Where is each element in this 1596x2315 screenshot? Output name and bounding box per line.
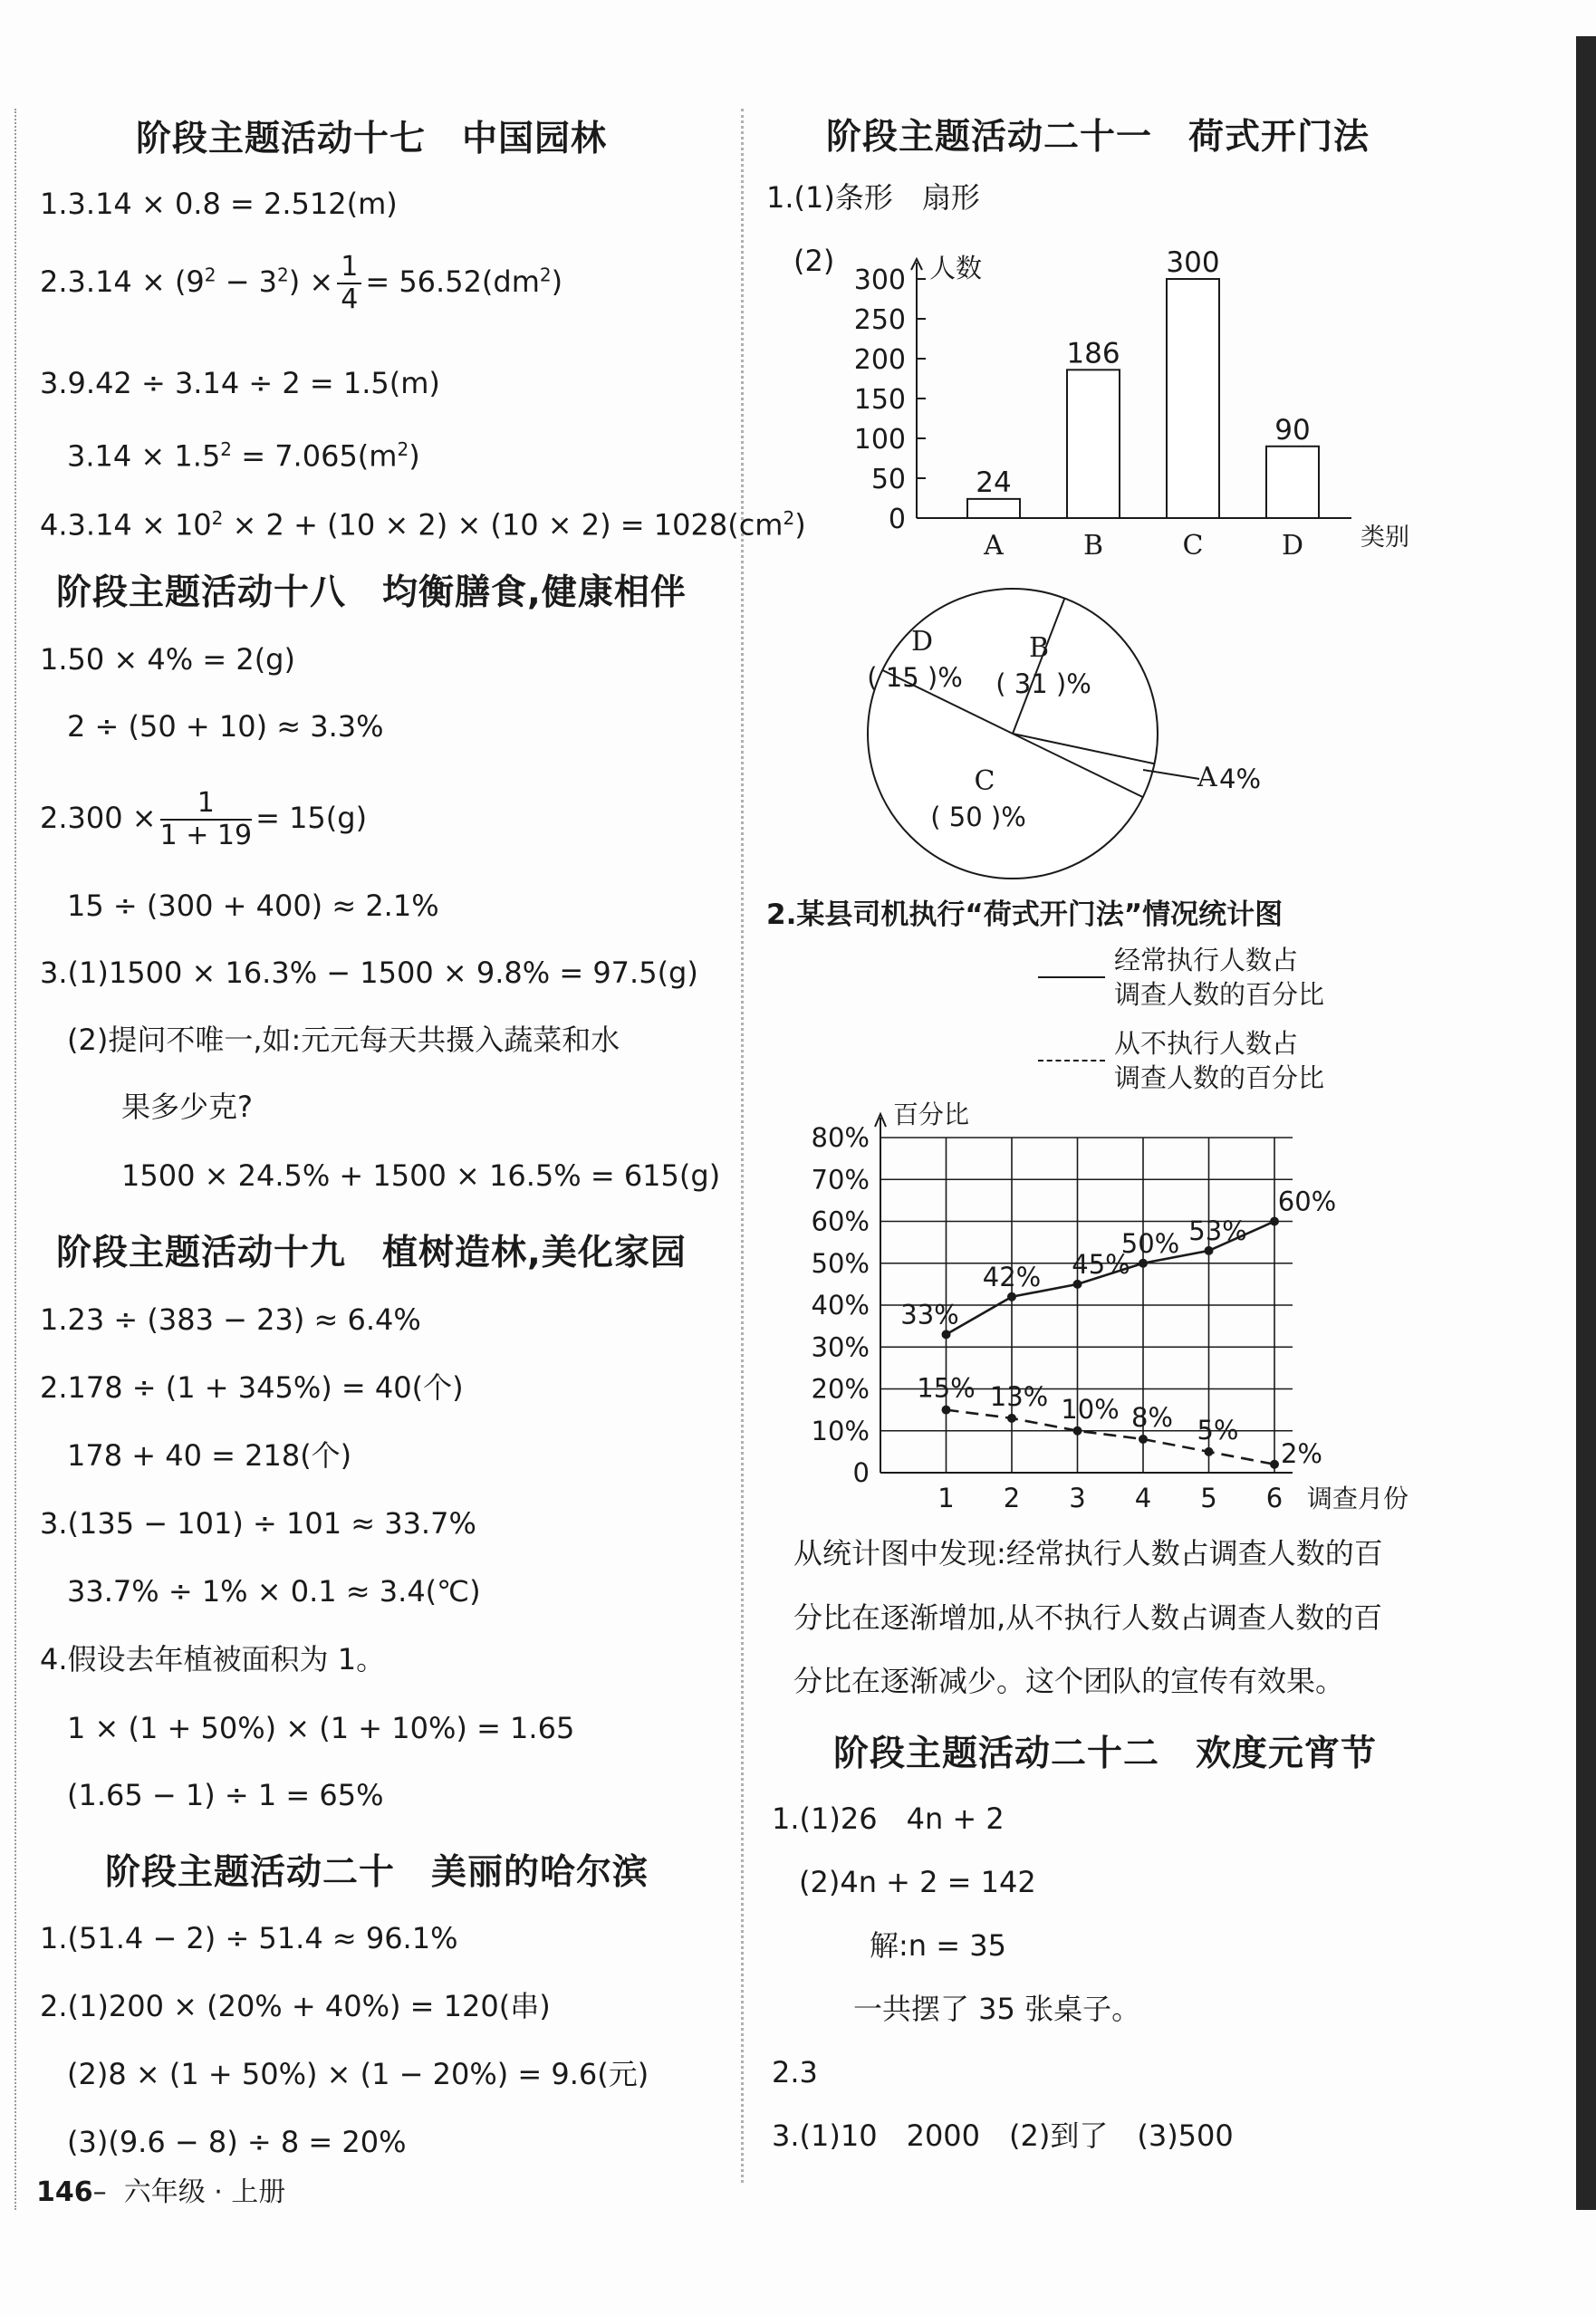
line-point-label: 10%: [1061, 1393, 1120, 1425]
section-21-title: 阶段主题活动二十一 荷式开门法: [826, 117, 1370, 158]
s18-q3c: 果多少克?: [121, 1090, 253, 1124]
bar-y-tick-label: 100: [853, 424, 906, 456]
line-point-label: 5%: [1197, 1414, 1239, 1446]
line-x-tick-label: 4: [1134, 1483, 1152, 1513]
legend-dashed-line2: 调查人数的百分比: [1114, 1062, 1325, 1093]
bar-category-label: A: [984, 530, 1004, 562]
bar-category-label: B: [1082, 530, 1104, 562]
s18-q3b: (2)提问不唯一,如:元元每天共摄入蔬菜和水: [67, 1023, 620, 1057]
s18-q2b: 15 ÷ (300 + 400) ≈ 2.1%: [67, 889, 439, 923]
line-y-tick-label: 80%: [811, 1122, 870, 1153]
line-x-tick-label: 3: [1069, 1483, 1086, 1513]
bar-C: [1167, 279, 1219, 518]
section-20-title: 阶段主题活动二十 美丽的哈尔滨: [105, 1852, 649, 1893]
line-point-label: 53%: [1188, 1215, 1247, 1246]
line-chart: [763, 1087, 1560, 1522]
line-y-tick-label: 0: [852, 1457, 870, 1488]
page-number: 146: [36, 2176, 93, 2208]
pie-value-D: ( 15 )%: [867, 662, 963, 693]
bar-y-axis-label: 人数: [929, 253, 983, 283]
s18-q2-fraction: $\frac{1}{1 + 19}$: [159, 787, 253, 851]
bar-y-tick-label: 300: [853, 264, 906, 296]
line-point-label: 42%: [982, 1261, 1042, 1292]
s17-q3b: $3.14 \times 1.5^2 = 7.065(m^2)$: [67, 438, 420, 474]
legend-solid-swatch: [1038, 976, 1105, 978]
line-point: [1205, 1447, 1214, 1456]
pie-value-C: ( 50 )%: [930, 802, 1026, 832]
section-17-title: 阶段主题活动十七 中国园林: [136, 119, 608, 159]
pie-label-A: A: [1197, 762, 1217, 793]
line-y-axis-label: 百分比: [893, 1100, 970, 1129]
line-point: [1073, 1280, 1082, 1289]
s21-conclusion-2: 分比在逐渐增加,从不执行人数占调查人数的百: [793, 1600, 1383, 1635]
legend-dashed-line1: 从不执行人数占: [1114, 1028, 1299, 1059]
s21-q2-title: 2.某县司机执行“荷式开门法”情况统计图: [766, 898, 1284, 931]
line-point: [1139, 1435, 1148, 1444]
grade-label: 六年级 · 上册: [123, 2176, 286, 2208]
page-edge-bar: [1576, 36, 1596, 2210]
bar-chart: [763, 235, 1560, 571]
s17-q2: $2.3.14 \times (9^2 - 3^2)$ × $\frac{1}{4}$ = $56.52(dm^2)$: [40, 251, 563, 315]
bar-category-label: D: [1281, 530, 1304, 562]
s19-q3a: 3.(135 − 101) ÷ 101 ≈ 33.7%: [40, 1506, 476, 1541]
pie-value-A: 4%: [1219, 764, 1262, 794]
bar-value-label: 186: [1066, 337, 1120, 370]
line-y-tick-label: 60%: [811, 1206, 870, 1237]
line-point-label: 50%: [1120, 1227, 1180, 1259]
line-point: [1270, 1460, 1279, 1469]
page-edge-line: [14, 109, 16, 2210]
s19-q3b: 33.7% ÷ 1% × 0.1 ≈ 3.4(℃): [67, 1574, 481, 1609]
bar-A: [967, 499, 1020, 518]
bar-y-tick-label: 150: [853, 384, 906, 416]
pie-chart: [763, 571, 1560, 897]
line-x-tick-label: 6: [1265, 1483, 1284, 1513]
bar-y-tick-label: 0: [888, 504, 906, 535]
line-x-tick-label: 2: [1003, 1483, 1021, 1513]
line-point-label: 13%: [989, 1380, 1049, 1412]
line-point: [942, 1406, 951, 1415]
line-point-label: 2%: [1280, 1437, 1323, 1469]
s19-q2a: 2.178 ÷ (1 + 345%) = 40(个): [40, 1370, 464, 1405]
pie-label-B: B: [1028, 632, 1050, 664]
line-point: [942, 1330, 951, 1339]
s19-q2b: 178 + 40 = 218(个): [67, 1438, 352, 1473]
bar-category-label: C: [1182, 530, 1204, 562]
s22-q1d: 一共摆了 35 张桌子。: [853, 1992, 1141, 2026]
line-point: [1073, 1426, 1082, 1436]
line-y-tick-label: 20%: [811, 1373, 870, 1405]
line-y-tick-label: 70%: [811, 1164, 870, 1196]
legend-solid-line2: 调查人数的百分比: [1114, 979, 1325, 1010]
s21-q1-2: (2): [793, 244, 835, 278]
line-y-tick-label: 10%: [811, 1415, 870, 1446]
bar-y-tick-label: 250: [853, 304, 906, 336]
line-x-tick-label: 5: [1200, 1483, 1217, 1513]
legend-solid-line1: 经常执行人数占: [1114, 945, 1299, 975]
line-y-tick-label: 50%: [811, 1247, 870, 1279]
s17-q4: $4.3.14 \times 10^2 \times 2 + (10 \times 2) \times (10 \times 2) = 1028(cm^2)$: [40, 507, 806, 543]
section-19-title: 阶段主题活动十九 植树造林,美化家园: [56, 1233, 687, 1273]
s18-q1a: 1.50 × 4% = 2(g): [40, 642, 295, 677]
line-point-label: 33%: [900, 1299, 959, 1330]
column-separator: [741, 109, 744, 2183]
s18-q2: 2.300 × $\frac{1}{1 + 19}$ = 15(g): [40, 787, 368, 851]
line-x-axis-label: 调查月份: [1307, 1484, 1409, 1513]
s17-q1: 1.3.14 × 0.8 = 2.512(m): [40, 187, 398, 221]
s20-q2b: (2)8 × (1 + 50%) × (1 − 20%) = 9.6(元): [67, 2057, 649, 2091]
line-point: [1205, 1246, 1214, 1255]
pie-label-C: C: [974, 765, 995, 797]
s18-q1b: 2 ÷ (50 + 10) ≈ 3.3%: [67, 709, 384, 744]
line-point-label: 15%: [917, 1372, 976, 1404]
s21-conclusion-1: 从统计图中发现:经常执行人数占调查人数的百: [793, 1536, 1383, 1571]
bar-value-label: 90: [1274, 413, 1311, 447]
bar-value-label: 300: [1166, 246, 1220, 279]
s20-q2a: 2.(1)200 × (20% + 40%) = 120(串): [40, 1989, 551, 2023]
s20-q1: 1.(51.4 − 2) ÷ 51.4 ≈ 96.1%: [40, 1921, 458, 1955]
line-point: [1007, 1414, 1016, 1423]
bar-x-axis-label: 类别: [1360, 524, 1409, 552]
s21-q1: 1.(1)条形 扇形: [766, 180, 980, 215]
line-x-tick-label: 1: [937, 1483, 955, 1513]
line-point: [1007, 1292, 1016, 1302]
pie-value-B: ( 31 )%: [995, 668, 1091, 699]
section-22-title: 阶段主题活动二十二 欢度元宵节: [833, 1734, 1378, 1774]
section-18-title: 阶段主题活动十八 均衡膳食,健康相伴: [56, 572, 687, 613]
line-point: [1139, 1259, 1148, 1268]
s22-q1c: 解:n = 35: [870, 1928, 1006, 1963]
line-point-label: 45%: [1072, 1248, 1130, 1280]
line-point: [1270, 1217, 1279, 1226]
s21-conclusion-3: 分比在逐渐减少。这个团队的宣传有效果。: [793, 1664, 1345, 1698]
s22-q1a: 1.(1)26 4n + 2: [772, 1801, 1005, 1836]
s22-q2: 2.3: [772, 2055, 818, 2089]
s19-q4b: 1 × (1 + 50%) × (1 + 10%) = 1.65: [67, 1711, 575, 1745]
bar-D: [1266, 447, 1319, 518]
s19-q4a: 4.假设去年植被面积为 1。: [40, 1642, 386, 1676]
bar-value-label: 24: [976, 466, 1012, 499]
pie-label-D: D: [910, 626, 934, 658]
s18-q3d: 1500 × 24.5% + 1500 × 16.5% = 615(g): [121, 1158, 721, 1193]
s22-q3: 3.(1)10 2000 (2)到了 (3)500: [772, 2118, 1234, 2153]
s22-q1b: (2)4n + 2 = 142: [799, 1865, 1036, 1899]
s20-q2c: (3)(9.6 − 8) ÷ 8 = 20%: [67, 2125, 407, 2159]
bar-y-tick-label: 200: [853, 344, 906, 376]
s17-q3a: 3.9.42 ÷ 3.14 ÷ 2 = 1.5(m): [40, 366, 440, 400]
line-point-label: 60%: [1277, 1186, 1337, 1217]
s19-q4c: (1.65 − 1) ÷ 1 = 65%: [67, 1778, 384, 1812]
legend-dashed-swatch: [1038, 1060, 1105, 1061]
line-y-tick-label: 30%: [811, 1331, 870, 1363]
bar-B: [1067, 370, 1120, 518]
s17-q2-fraction: $\frac{1}{4}$: [337, 252, 361, 315]
bar-y-tick-label: 50: [870, 464, 906, 495]
line-y-tick-label: 40%: [811, 1290, 870, 1321]
line-point-label: 8%: [1130, 1402, 1174, 1433]
s19-q1: 1.23 ÷ (383 − 23) ≈ 6.4%: [40, 1302, 421, 1337]
page-footer: 146– 六年级 · 上册: [36, 2176, 286, 2208]
s18-q3a: 3.(1)1500 × 16.3% − 1500 × 9.8% = 97.5(g): [40, 956, 698, 990]
